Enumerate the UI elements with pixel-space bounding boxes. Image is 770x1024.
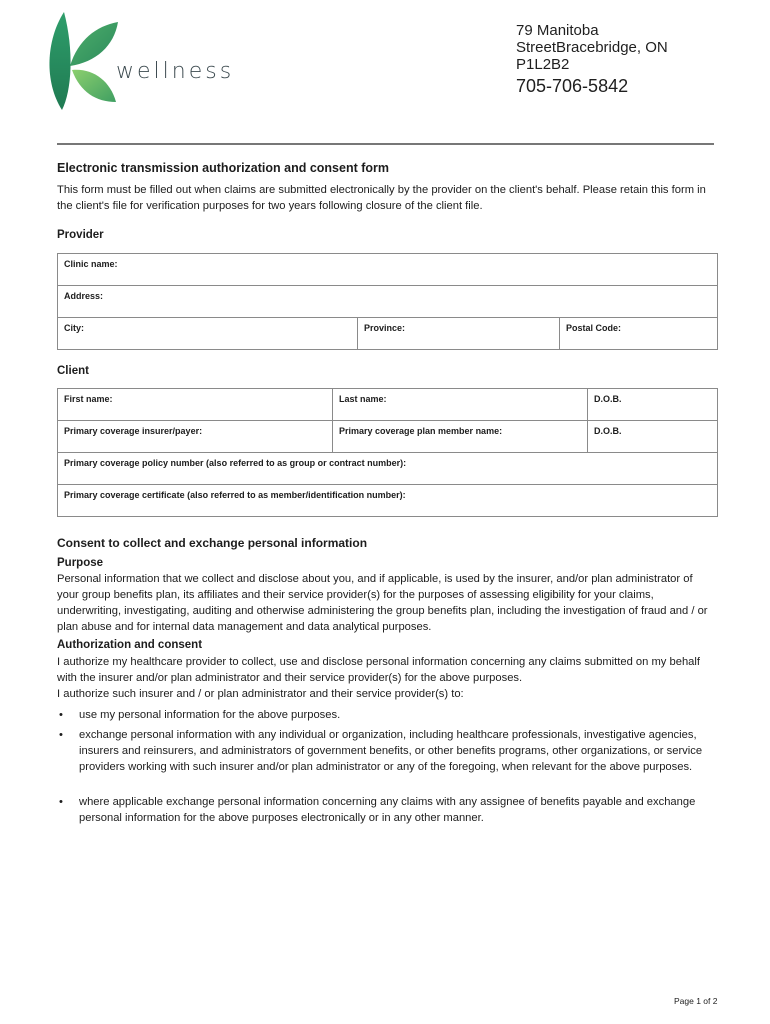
- list-item-text: where applicable exchange personal information concerning any claims with any assignee of benefits payable and exchange personal information for the above purposes electronically or in any other manner.: [79, 796, 696, 824]
- list-item: [57, 794, 717, 826]
- postal-code-label: Postal Code:: [566, 323, 622, 333]
- authorization-heading: Authorization and consent: [57, 639, 203, 651]
- policy-number-label: Primary coverage policy number (also referred to as group or contract number):: [64, 458, 407, 468]
- clinic-name-field[interactable]: [58, 254, 718, 286]
- page-number: Page 1 of 2: [674, 996, 718, 1006]
- policy-number-field[interactable]: [58, 453, 718, 485]
- logo-wordmark: wellness: [116, 59, 235, 84]
- clinic-name-label: Clinic name:: [64, 259, 118, 269]
- wellness-logo: [44, 10, 254, 114]
- certificate-field[interactable]: [58, 485, 718, 517]
- provider-heading: Provider: [57, 229, 104, 241]
- city-label: City:: [64, 323, 84, 333]
- phone-number: 705-706-5842: [516, 76, 629, 96]
- address-field[interactable]: [58, 286, 718, 318]
- list-item: [57, 707, 717, 723]
- last-name-field[interactable]: [333, 389, 588, 421]
- authorization-text-2: I authorize such insurer and / or plan administrator and their service provider(s) to:: [57, 688, 464, 700]
- first-name-label: First name:: [64, 394, 113, 404]
- purpose-heading: Purpose: [57, 557, 104, 569]
- member-dob-label: D.O.B.: [594, 426, 622, 436]
- address-line: P1L2B2: [516, 56, 570, 73]
- member-dob-field[interactable]: [588, 421, 718, 453]
- list-item-text: exchange personal information with any individual or organization, including healthcare professionals, investigative agencies, insurers and reinsurers, and administrators of government benefits, or other benefits programs, other organizations, or service providers working with such insurer and/or plan administrator or any of the foregoing, when relevant for the above purposes.: [79, 729, 703, 773]
- city-field[interactable]: [58, 318, 358, 350]
- form-intro: This form must be filled out when claims are submitted electronically by the provider on the client's behalf. Please retain this form in the client's file for verification purposes for two years following closure of the client file.: [57, 184, 706, 212]
- header-divider: [57, 143, 714, 145]
- insurer-label: Primary coverage insurer/payer:: [64, 426, 203, 436]
- dob-label: D.O.B.: [594, 394, 622, 404]
- bullet-icon: •: [59, 709, 63, 721]
- purpose-text: Personal information that we collect and disclose about you, and if applicable, is used by the insurer, and/or plan administrator of your group benefits plan, its affiliates and their service provider(s) for the purposes of assessing eligibility for your claims, underwriting, investigating, auditing and otherwise administering the group benefits plan, including the investigation of fraud and / or plan abuse and for internal data management and data analytical purposes.: [57, 573, 708, 633]
- client-heading: Client: [57, 365, 89, 377]
- member-name-label: Primary coverage plan member name:: [339, 426, 503, 436]
- leaf-logo-icon: [44, 10, 124, 114]
- first-name-field[interactable]: [58, 389, 333, 421]
- list-item: [57, 727, 717, 775]
- member-name-field[interactable]: [333, 421, 588, 453]
- dob-field[interactable]: [588, 389, 718, 421]
- insurer-field[interactable]: [58, 421, 333, 453]
- bullet-icon: •: [59, 729, 63, 741]
- last-name-label: Last name:: [339, 394, 387, 404]
- provider-table: [57, 253, 718, 350]
- postal-code-field[interactable]: [560, 318, 718, 350]
- client-table: [57, 388, 718, 517]
- consent-heading: Consent to collect and exchange personal information: [57, 536, 368, 550]
- province-label: Province:: [364, 323, 406, 333]
- certificate-label: Primary coverage certificate (also referred to as member/identification number):: [64, 490, 406, 500]
- address-label: Address:: [64, 291, 104, 301]
- province-field[interactable]: [358, 318, 560, 350]
- address-line: 79 Manitoba: [516, 22, 599, 39]
- address-block: [516, 22, 668, 73]
- form-title: Electronic transmission authorization and consent form: [57, 161, 389, 175]
- list-item-text: use my personal information for the above purposes.: [79, 709, 341, 721]
- address-line: StreetBracebridge, ON: [516, 39, 668, 56]
- bullet-icon: •: [59, 796, 63, 808]
- authorization-text: I authorize my healthcare provider to collect, use and disclose personal information concerning any claims submitted on my behalf with the insurer and/or plan administrator and their service provider(s) for the above purposes.: [57, 656, 700, 684]
